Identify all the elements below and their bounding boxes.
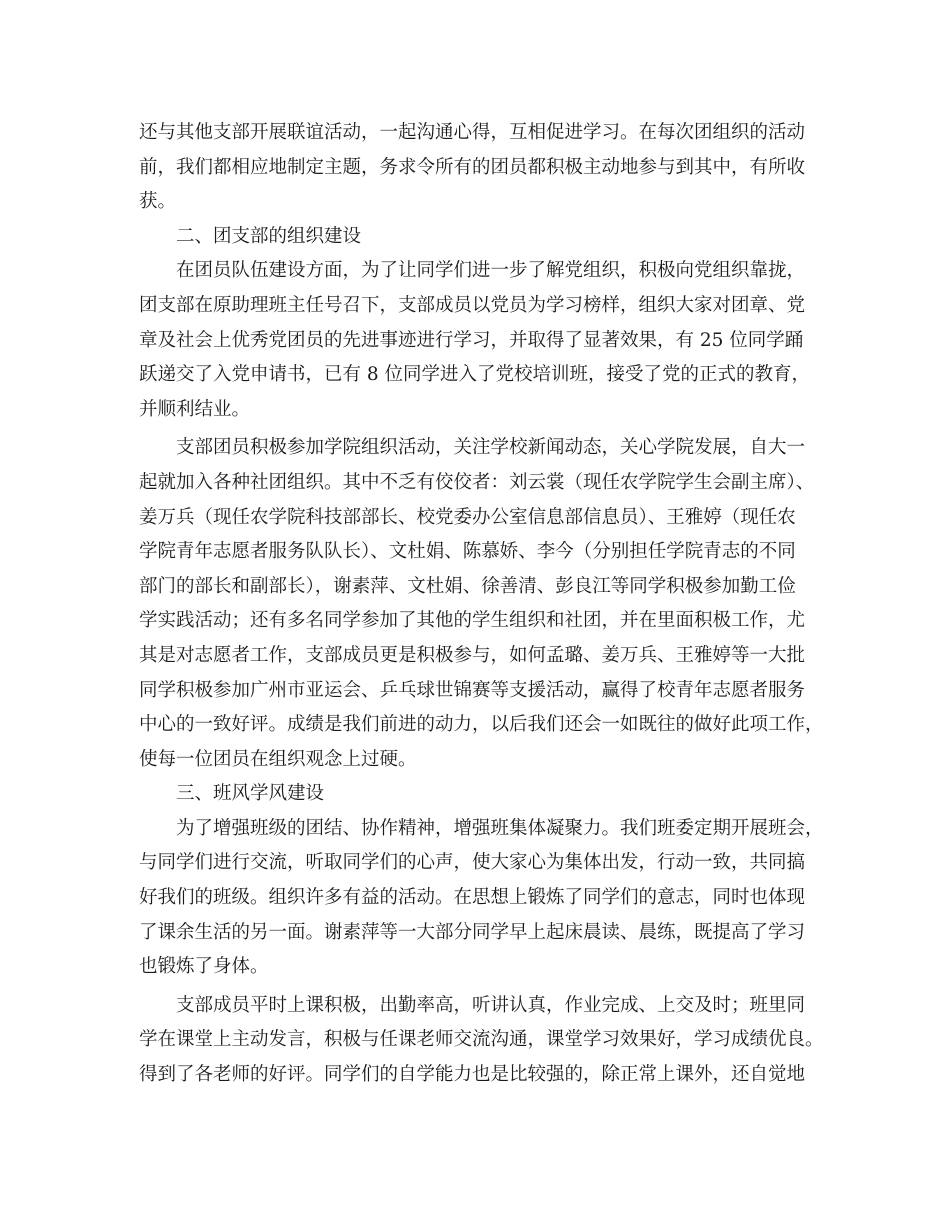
paragraph-line: 前，我们都相应地制定主题，务求令所有的团员都积极主动地参与到其中，有所收 [139,156,806,178]
paragraph-line: 了课余生活的另一面。谢素萍等一大部分同学早上起床晨读、晨练，既提高了学习 [139,921,806,943]
section-heading-3: 三、班风学风建设 [176,783,325,805]
paragraph-line: 部门的部长和副部长），谢素萍、文杜娟、徐善清、彭良江等同学积极参加勤工俭 [139,575,796,597]
paragraph-line: 在团员队伍建设方面，为了让同学们进一步了解党组织，积极向党组织靠拢， [176,260,806,282]
paragraph-line: 其是对志愿者工作，支部成员更是积极参与，如何孟璐、姜万兵、王雅婷等一大批 [139,644,806,666]
paragraph-line: 为了增强班级的团结、协作精神，增强班集体凝聚力。我们班委定期开展班会， [176,817,824,839]
paragraph-3 [139,431,825,777]
paragraph-line: 得到了各老师的好评。同学们的自学能力也是比较强的，除正常上课外，还自觉地 [139,1064,806,1086]
paragraph-5 [139,989,825,1093]
paragraph-line: 还与其他支部开展联谊活动，一起沟通心得，互相促进学习。在每次团组织的活动 [139,122,806,143]
paragraph-1 [139,116,825,220]
paragraph-line: 团支部在原助理班主任号召下，支部成员以党员为学习榜样，组织大家对团章、党 [139,294,806,316]
paragraph-line: 学实践活动；还有多名同学参加了其他的学生组织和社团，并在里面积极工作，尤 [139,610,806,632]
paragraph-line: 跃递交了入党申请书，已有 8 位同学进入了党校培训班，接受了党的正式的教育， [139,364,811,386]
paragraph-line: 学在课堂上主动发言，积极与任课老师交流沟通，课堂学习效果好，学习成绩优良。 [139,1029,824,1051]
paragraph-line: 好我们的班级。组织许多有益的活动。在思想上锻炼了同学们的意志，同时也体现 [139,887,806,909]
paragraph-line: 章及社会上优秀党团员的先进事迹进行学习，并取得了显著效果，有 25 位同学踊 [139,329,804,351]
paragraph-line: 学院青年志愿者服务队队长）、文杜娟、陈慕娇、李今（分别担任学院青志的不同 [139,541,796,563]
paragraph-line: 使每一位团员在组织观念上过硬。 [139,748,417,770]
paragraph-line: 支部成员平时上课积极，出勤率高，听讲认真，作业完成、上交及时；班里同 [176,994,806,1016]
paragraph-4 [139,812,825,985]
paragraph-line: 与同学们进行交流，听取同学们的心声，使大家心为集体出发，行动一致，共同搞 [139,852,806,874]
paragraph-line: 中心的一致好评。成绩是我们前进的动力，以后我们还会一如既往的做好此项工作， [139,714,824,736]
paragraph-line: 同学积极参加广州市亚运会、乒乓球世锦赛等支援活动，赢得了校青年志愿者服务 [139,679,806,701]
paragraph-2 [139,254,825,427]
paragraph-line: 支部团员积极参加学院组织活动，关注学校新闻动态，关心学院发展，自大一 [176,437,806,459]
document-body [139,116,825,1093]
paragraph-line: 起就加入各种社团组织。其中不乏有佼佼者：刘云裳（现任农学院学生会副主席）、 [139,471,815,493]
section-heading-2: 二、团支部的组织建设 [176,225,362,247]
paragraph-line: 并顺利结业。 [139,398,251,420]
paragraph-line: 获。 [139,191,177,213]
paragraph-line: 姜万兵（现任农学院科技部部长、校党委办公室信息部信息员）、王雅婷（现任农 [139,506,796,528]
paragraph-line: 也锻炼了身体。 [139,956,269,978]
